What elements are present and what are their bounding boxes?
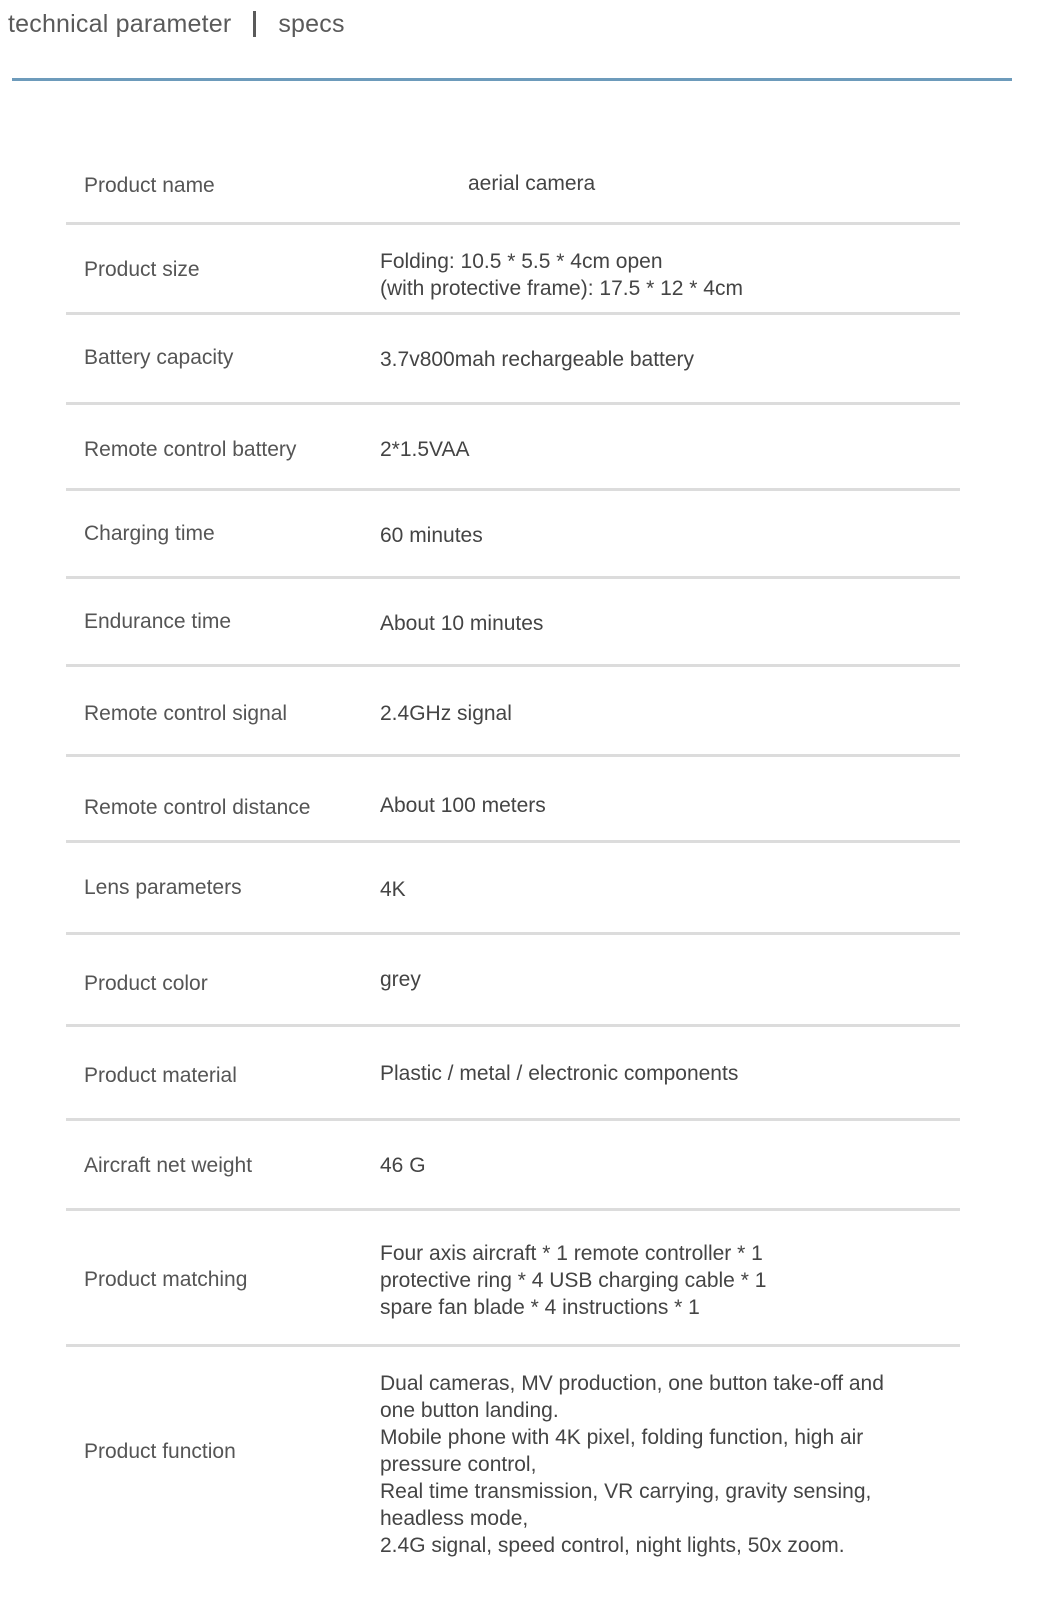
header-separator	[253, 11, 256, 37]
spec-value-line: headless mode,	[380, 1507, 529, 1530]
row-divider	[66, 576, 960, 579]
row-divider	[66, 402, 960, 405]
spec-label: Endurance time	[84, 610, 232, 633]
spec-value-line: pressure control,	[380, 1453, 537, 1476]
row-divider	[66, 932, 960, 935]
spec-value-line: 3.7v800mah rechargeable battery	[380, 348, 695, 371]
row-divider	[66, 840, 960, 843]
spec-value-line: 2.4G signal, speed control, night lights, 50x zoom.	[380, 1534, 845, 1557]
spec-value	[380, 346, 960, 373]
spec-value-line: Dual cameras, MV production, one button take-off and	[380, 1372, 884, 1395]
header-underline	[12, 78, 1012, 81]
spec-header	[8, 6, 345, 42]
spec-value	[380, 1152, 960, 1179]
spec-label: Product name	[84, 174, 215, 197]
spec-label: Product material	[84, 1064, 237, 1087]
spec-label: Remote control distance	[84, 796, 311, 819]
spec-label: Product function	[84, 1440, 236, 1463]
spec-label: Aircraft net weight	[84, 1154, 253, 1177]
spec-value	[468, 170, 1042, 197]
spec-value	[380, 1370, 960, 1559]
spec-value	[380, 610, 960, 637]
spec-value	[380, 700, 960, 727]
spec-value-line: Folding: 10.5 * 5.5 * 4cm open	[380, 250, 663, 273]
row-divider	[66, 488, 960, 491]
spec-value-line: Mobile phone with 4K pixel, folding function, high air	[380, 1426, 864, 1449]
spec-label: Product color	[84, 972, 208, 995]
spec-value-line: Real time transmission, VR carrying, gravity sensing,	[380, 1480, 872, 1503]
spec-value-line: About 10 minutes	[380, 612, 544, 635]
spec-value-line: one button landing.	[380, 1399, 559, 1422]
spec-value	[380, 522, 960, 549]
spec-label: Product matching	[84, 1268, 248, 1291]
spec-label: Battery capacity	[84, 346, 234, 369]
spec-value	[380, 248, 960, 302]
spec-label: Remote control battery	[84, 438, 297, 461]
row-divider	[66, 664, 960, 667]
spec-value-line: aerial camera	[468, 172, 596, 195]
row-divider	[66, 312, 960, 315]
row-divider	[66, 1118, 960, 1121]
row-divider	[66, 754, 960, 757]
spec-value-line: protective ring * 4 USB charging cable * 1	[380, 1269, 767, 1292]
spec-value-line: 2*1.5VAA	[380, 438, 470, 461]
spec-value-line: Plastic / metal / electronic components	[380, 1062, 739, 1085]
spec-label: Lens parameters	[84, 876, 242, 899]
spec-value	[380, 966, 960, 993]
spec-value-line: spare fan blade * 4 instructions * 1	[380, 1296, 700, 1319]
row-divider	[66, 1344, 960, 1347]
spec-value-line: 46 G	[380, 1154, 426, 1177]
spec-value	[380, 1240, 960, 1321]
spec-value	[380, 876, 960, 903]
spec-value-line: grey	[380, 968, 421, 991]
spec-value-line: 2.4GHz signal	[380, 702, 512, 725]
header-subtitle: specs	[278, 9, 345, 38]
row-divider	[66, 1208, 960, 1211]
spec-value-line: About 100 meters	[380, 794, 546, 817]
spec-value-line: 4K	[380, 878, 406, 901]
spec-value	[380, 792, 960, 819]
spec-label: Charging time	[84, 522, 215, 545]
spec-value	[380, 1060, 960, 1087]
spec-label: Remote control signal	[84, 702, 288, 725]
spec-value	[380, 436, 960, 463]
row-divider	[66, 1024, 960, 1027]
spec-value-line: (with protective frame): 17.5 * 12 * 4cm	[380, 277, 743, 300]
row-divider	[66, 222, 960, 225]
spec-value-line: 60 minutes	[380, 524, 483, 547]
spec-value-line: Four axis aircraft * 1 remote controller * 1	[380, 1242, 763, 1265]
header-title: technical parameter	[8, 9, 232, 38]
spec-label: Product size	[84, 258, 200, 281]
